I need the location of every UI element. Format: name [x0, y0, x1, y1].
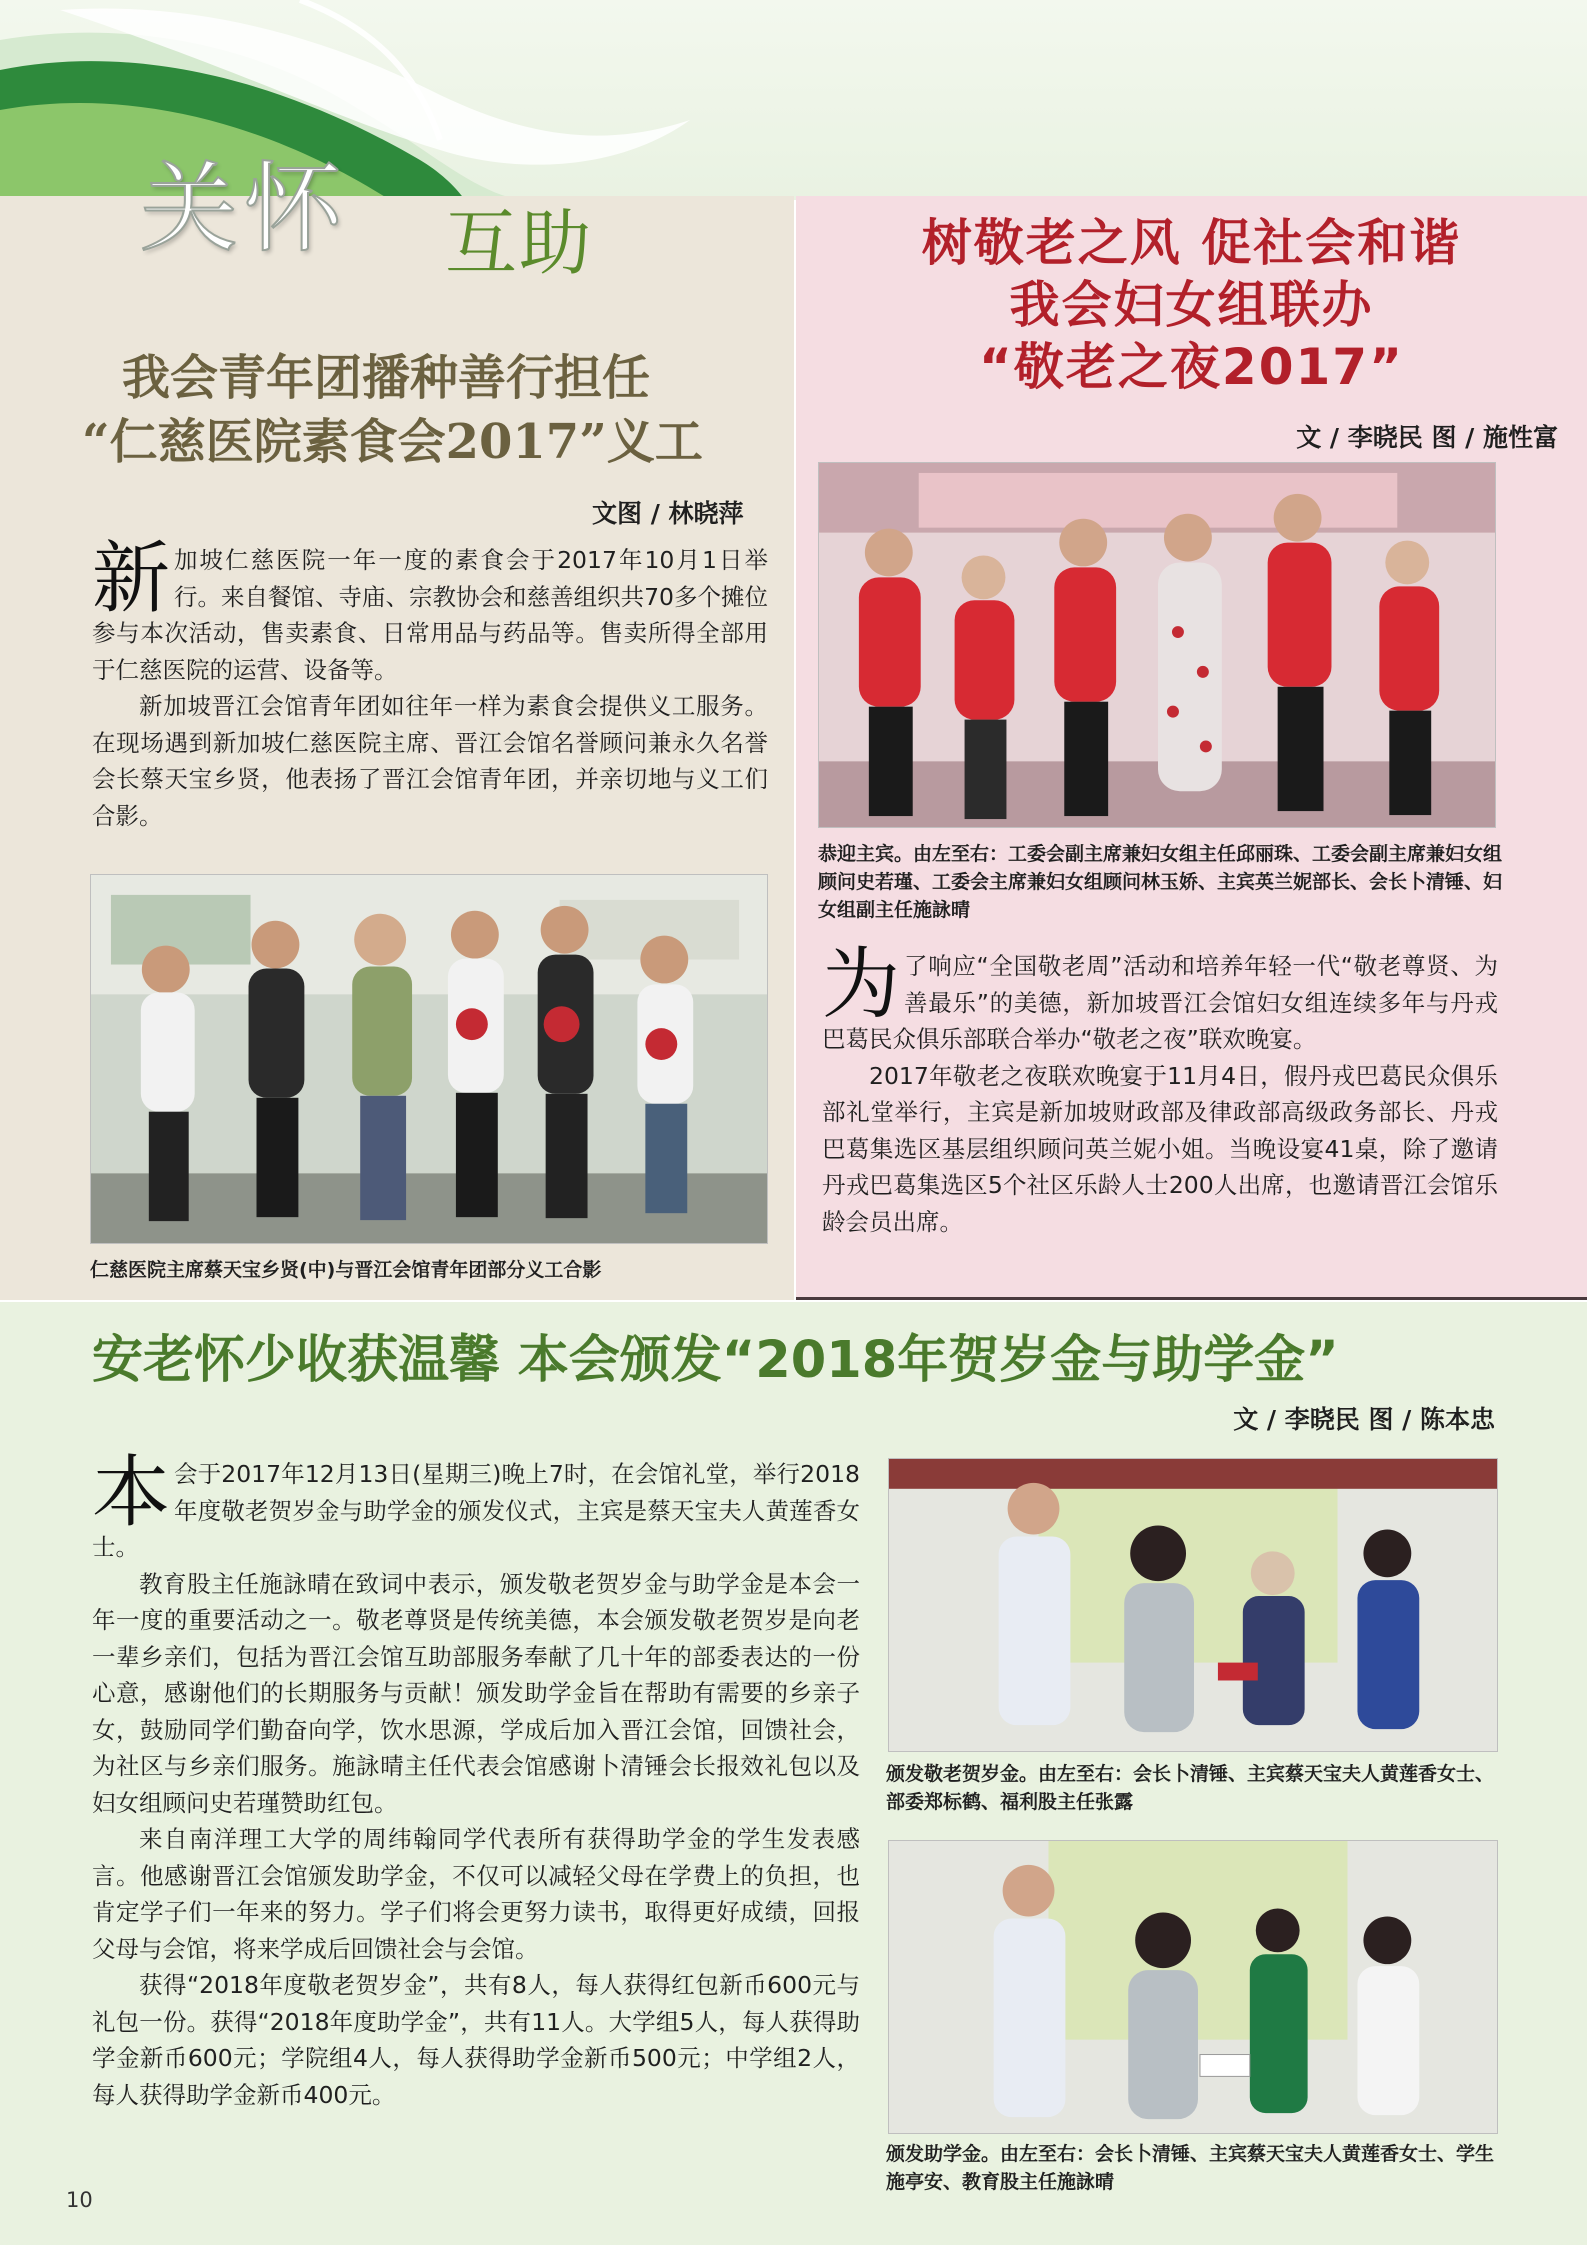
right-group-photo	[818, 462, 1496, 828]
left-article-body	[92, 534, 768, 834]
bottom-article-byline: 文 / 李晓民 图 / 陈本忠	[1233, 1405, 1495, 1434]
bottom-photo-2-caption: 颁发助学金。由左至右：会长卜清锤、主宾蔡天宝夫人黄莲香女士、学生施亭安、教育股主任施詠晴	[886, 2143, 1495, 2193]
angpao-presentation-photo-image	[889, 1459, 1497, 1751]
bottom-photo-2	[888, 1840, 1498, 2134]
bottom-para-1-text: 会于2017年12月13日(星期三)晚上7时，在会馆礼堂，举行2018年度敬老贺岁金与助学金的颁发仪式，主宾是蔡天宝夫人黄莲香女士。	[92, 1460, 860, 1561]
right-article-title	[796, 212, 1587, 398]
right-para-1	[822, 940, 1498, 1058]
left-photo-caption: 仁慈医院主席蔡天宝乡贤(中)与晋江会馆青年团部分义工合影	[90, 1259, 602, 1281]
right-title-line2: 我会妇女组联办	[1009, 276, 1374, 334]
right-para-1-text: 了响应“全国敬老周”活动和培养年轻一代“敬老尊贤、为善最乐”的美德，新加坡晋江会馆妇女组连续多年与丹戎巴葛民众俱乐部联合举办“敬老之夜”联欢晚宴。	[822, 952, 1498, 1053]
right-para-2: 2017年敬老之夜联欢晚宴于11月4日，假丹戎巴葛民众俱乐部礼堂举行，主宾是新加坡财政部及律政部高级政务部长、丹戎巴葛集选区基层组织顾问英兰妮小姐。当晚设宴41桌，除了邀请丹戎巴葛集选区5个社区乐龄人士200人出席，也邀请晋江会馆乐龄会员出席。	[822, 1061, 1498, 1236]
bottom-para-4: 获得“2018年度敬老贺岁金”，共有8人，每人获得红包新币600元与礼包一份。获得“2018年度助学金”，共有11人。大学组5人，每人获得助学金新币600元；学院组4人，每人获得助学金新币500元；中学组2人，每人获得助学金新币400元。	[92, 1971, 860, 2109]
right-article	[796, 196, 1587, 1300]
bottom-para-2: 教育股主任施詠晴在致词中表示，颁发敬老贺岁金与助学金是本会一年一度的重要活动之一。敬老尊贤是传统美德，本会颁发敬老贺岁是向老一辈乡亲们，包括为晋江会馆互助部服务奉献了几十年的部委表达的一份心意，感谢他们的长期服务与贡献！颁发助学金旨在帮助有需要的乡亲子女，鼓励同学们勤奋向学，饮水思源，学成后加入晋江会馆，回馈社会，为社区与乡亲们服务。施詠晴主任代表会馆感谢卜清锤会长报效礼包以及妇女组顾问史若瑾赞助红包。	[92, 1569, 860, 1817]
left-dropcap: 新	[92, 534, 171, 624]
bottom-para-3: 来自南洋理工大学的周纬翰同学代表所有获得助学金的学生发表感言。他感谢晋江会馆颁发助学金，不仅可以减轻父母在学费上的负担，也肯定学子们一年来的努力。学子们将会更努力读书，取得更好成绩，回报父母与会馆，将来学成后回馈社会与会馆。	[92, 1825, 860, 1963]
bursary-presentation-photo-image	[889, 1841, 1497, 2133]
bottom-article-body	[92, 1448, 860, 2113]
bottom-article-title: 安老怀少收获温馨 本会颁发“2018年贺岁金与助学金”	[92, 1331, 1339, 1390]
bottom-article	[0, 1302, 1587, 2245]
right-dropcap: 为	[822, 940, 901, 1030]
left-title-line1: 我会青年团播种善行担任	[122, 350, 651, 406]
left-para-1-text: 加坡仁慈医院一年一度的素食会于2017年10月1日举行。来自餐馆、寺庙、宗教协会和慈善组织共70多个摊位参与本次活动，售卖素食、日常用品与药品等。售卖所得全部用于仁慈医院的运营、设备等。	[92, 546, 768, 684]
column-title-sub: 互助	[445, 201, 594, 285]
right-photo-caption: 恭迎主宾。由左至右：工委会副主席兼妇女组主任邱丽珠、工委会副主席兼妇女组顾问史若瑾、工委会主席兼妇女组顾问林玉娇、主宾英兰妮部长、会长卜清锤、妇女组副主任施詠晴	[818, 843, 1503, 921]
column-title-main: 关怀	[140, 152, 349, 266]
left-para-1	[92, 534, 768, 688]
bottom-dropcap: 本	[92, 1448, 171, 1538]
bottom-photo-1	[888, 1458, 1498, 1752]
left-article-byline: 文图 / 林晓萍	[592, 499, 744, 528]
right-article-body	[822, 940, 1498, 1240]
left-article-title	[82, 346, 782, 474]
page-number: 10	[66, 2188, 93, 2212]
volunteers-photo-image	[91, 875, 767, 1243]
left-title-line2: “仁慈医院素食会2017”义工	[82, 414, 703, 470]
bottom-para-1	[92, 1448, 860, 1566]
right-title-line1: 树敬老之风 促社会和谐	[921, 214, 1462, 272]
left-group-photo	[90, 874, 768, 1244]
bottom-photo-1-caption: 颁发敬老贺岁金。由左至右：会长卜清锤、主宾蔡天宝夫人黄莲香女士、部委郑标鹤、福利股主任张露	[886, 1763, 1495, 1813]
left-article	[0, 196, 794, 1300]
guests-photo-image	[819, 463, 1495, 827]
right-article-byline: 文 / 李晓民 图 / 施性富	[1296, 423, 1558, 452]
left-para-2: 新加坡晋江会馆青年团如往年一样为素食会提供义工服务。在现场遇到新加坡仁慈医院主席、晋江会馆名誉顾问兼永久名誉会长蔡天宝乡贤，他表扬了晋江会馆青年团，并亲切地与义工们合影。	[92, 692, 768, 830]
right-title-line3: “敬老之夜2017”	[979, 338, 1404, 396]
